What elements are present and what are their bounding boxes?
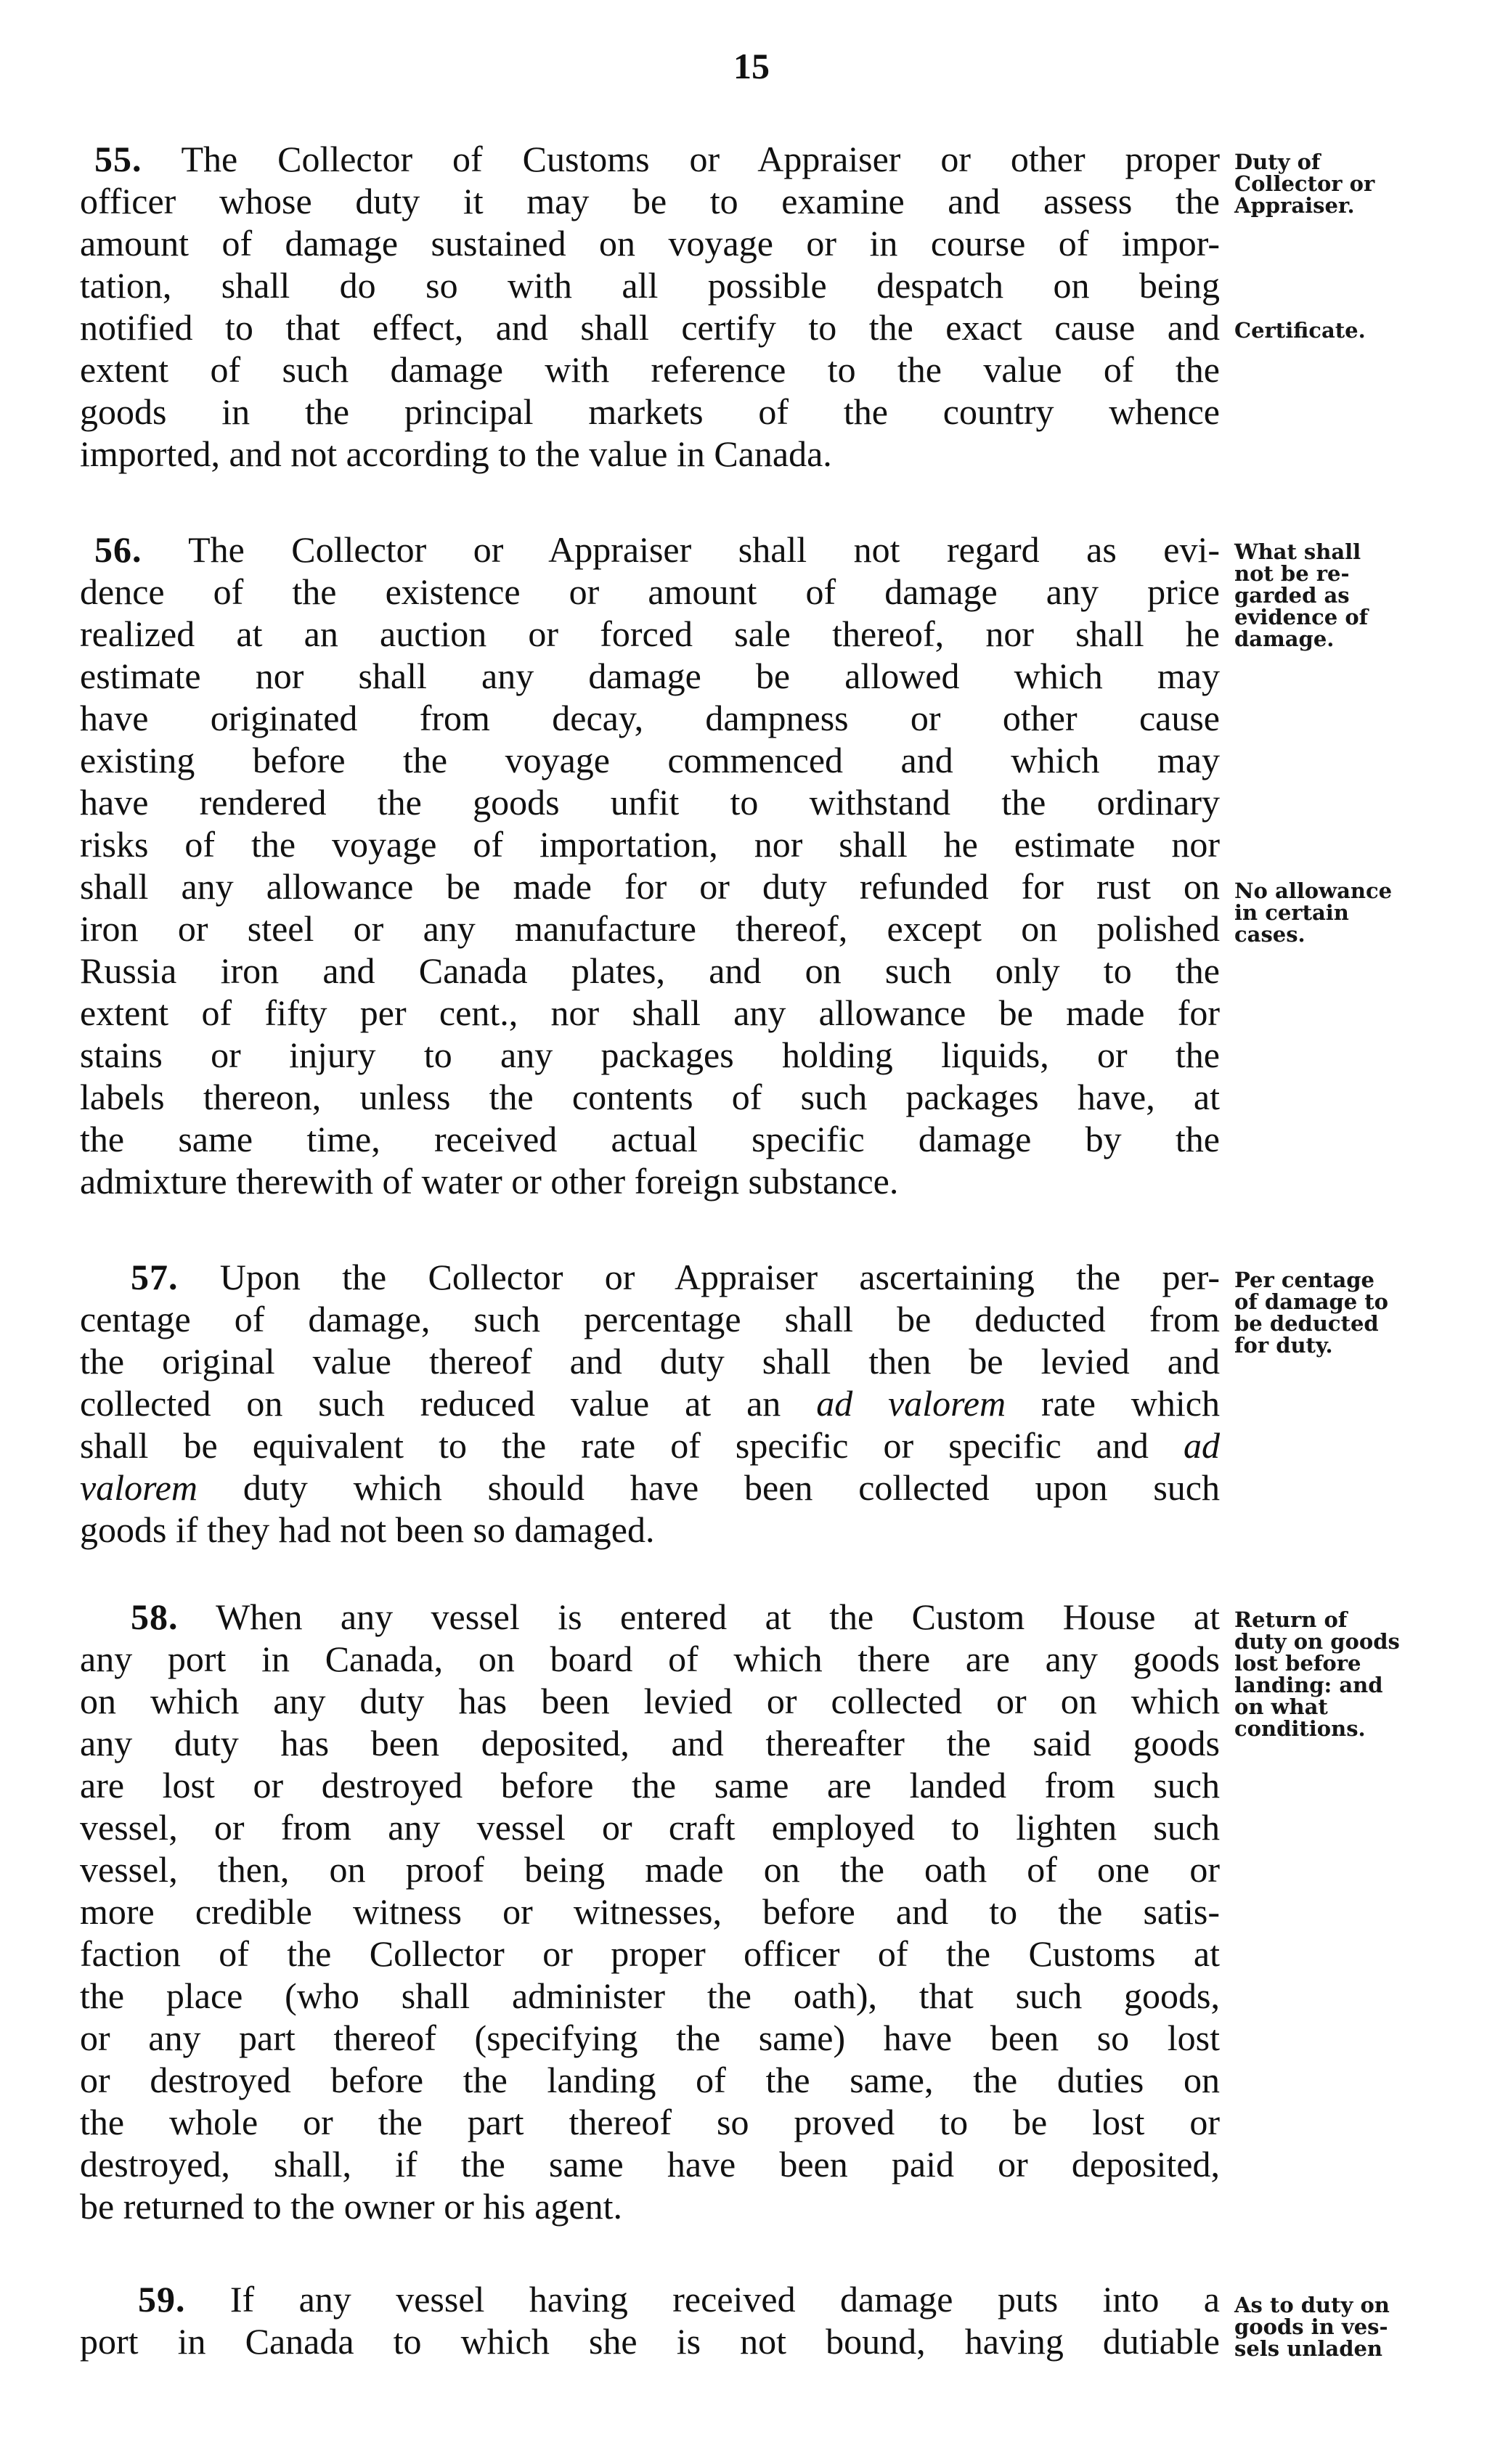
note-line: goods in ves- [1234,2314,1388,2339]
section-58-line-6: vessel, or from any vessel or craft employed to lighten such [80,1807,1220,1848]
section-58-line-12: or destroyed before the landing of the same, the duties on [80,2060,1220,2100]
margin-note-certificate [1234,319,1481,341]
section-56-line-12: extent of fifty per cent., nor shall any allowance be made for [80,992,1220,1033]
note-line: evidence of [1234,605,1369,629]
section-56-line-7: have rendered the goods unfit to withstand the ordinary [80,782,1220,823]
line-text: When any vessel is entered at the Custom House at [216,1596,1220,1637]
section-58-line-1 [80,1596,1220,1638]
italic-term: ad [1184,1425,1220,1466]
section-57-line-4 [80,1382,1220,1424]
section-56-line-3: realized at an auction or forced sale thereof, nor shall he [80,613,1220,654]
section-58-line-15: be returned to the owner or his agent. [80,2186,622,2227]
margin-note-return-of-duty [1234,1609,1481,1739]
section-number: 59. [138,2279,186,2320]
section-55-line-7: goods in the principal markets of the country whence [80,391,1220,432]
section-58-line-4: any duty has been deposited, and thereafter the said goods [80,1723,1220,1763]
note-line: landing: and [1234,1673,1383,1697]
section-56-line-11: Russia iron and Canada plates, and on such only to the [80,950,1220,991]
section-57-line-5 [80,1424,1220,1466]
section-number: 57. [131,1257,179,1297]
section-58-line-10: the place (who shall administer the oath), that such goods, [80,1975,1220,2016]
section-58-line-14: destroyed, shall, if the same have been paid or deposited, [80,2144,1220,2184]
section-55-line-6: extent of such damage with reference to the value of the [80,349,1220,390]
note-line: Duty of [1234,150,1321,174]
note-line: Return of [1234,1607,1348,1632]
section-56-line-13: stains or injury to any packages holding liquids, or the [80,1035,1220,1075]
note-line: conditions. [1234,1716,1366,1741]
line-text: Upon the Collector or Appraiser ascertaining the per- [219,1257,1220,1297]
section-56-line-15: the same time, received actual specific damage by the [80,1119,1220,1159]
note-line: Certificate. [1234,318,1366,343]
section-58-line-5: are lost or destroyed before the same are landed from such [80,1765,1220,1806]
margin-note-duty-of-collector [1234,151,1481,216]
line-text: The Collector of Customs or Appraiser or other proper [181,139,1220,179]
note-line: As to duty on [1234,2293,1390,2317]
note-line: What shall [1234,539,1361,564]
section-56-line-9: shall any allowance be made for or duty refunded for rust on [80,866,1220,907]
line-text: duty which should have been collected upon such [197,1467,1220,1508]
section-58-line-13: the whole or the part thereof so proved to be lost or [80,2102,1220,2142]
section-56-line-2: dence of the existence or amount of damage any price [80,571,1220,612]
section-57-line-6 [80,1466,1220,1509]
section-58-line-7: vessel, then, on proof being made on the oath of one or [80,1849,1220,1890]
note-line: Appraiser. [1234,193,1355,218]
section-58-line-2: any port in Canada, on board of which there are any goods [80,1639,1220,1679]
line-text: shall be equivalent to the rate of specific or specific and [80,1425,1184,1466]
note-line: be deducted [1234,1311,1379,1336]
note-line: of damage to [1234,1289,1389,1314]
margin-note-duty-on-goods-in-vessels [1234,2294,1481,2359]
note-line: in certain [1234,900,1349,925]
section-number: 55. [94,139,142,179]
section-number: 58. [131,1596,179,1637]
section-58-line-3: on which any duty has been levied or collected or on which [80,1681,1220,1721]
section-57-line-3: the original value thereof and duty shall then be levied and [80,1341,1220,1382]
section-55-line-4: tation, shall do so with all possible despatch on being [80,265,1220,306]
note-line: cases. [1234,922,1306,947]
section-56-line-4: estimate nor shall any damage be allowed which may [80,656,1220,696]
line-text: rate which [1006,1383,1220,1424]
section-56-line-16: admixture therewith of water or other foreign substance. [80,1161,899,1202]
note-line: for duty. [1234,1333,1333,1358]
section-58-line-9: faction of the Collector or proper officer of the Customs at [80,1933,1220,1974]
section-56-line-1 [80,529,1220,571]
note-line: garded as [1234,583,1350,608]
note-line: lost before [1234,1651,1361,1676]
line-text: If any vessel having received damage puts into a [229,2279,1221,2320]
section-55-line-1 [80,138,1220,180]
section-56-line-10: iron or steel or any manufacture thereof, except on polished [80,908,1220,949]
note-line: sels unladen [1234,2336,1383,2361]
line-text: collected on such reduced value at an [80,1383,817,1424]
section-57-line-7: goods if they had not been so damaged. [80,1509,655,1550]
section-56-line-6: existing before the voyage commenced and which may [80,740,1220,780]
section-57-line-2: centage of damage, such percentage shall be deducted from [80,1299,1220,1339]
note-line: duty on goods [1234,1629,1400,1654]
section-number: 56. [94,529,142,570]
note-line: Collector or [1234,171,1375,196]
margin-note-what-shall-not-be-regarded [1234,541,1481,650]
note-line: on what [1234,1694,1328,1719]
note-line: Per centage [1234,1268,1374,1292]
section-56-line-14: labels thereon, unless the contents of such packages have, at [80,1077,1220,1117]
italic-term: ad valorem [816,1383,1006,1424]
section-58-line-11: or any part thereof (specifying the same) have been so lost [80,2018,1220,2058]
section-59-line-1 [80,2278,1220,2320]
section-58-line-8: more credible witness or witnesses, before and to the satis- [80,1891,1220,1932]
section-55-line-5: notified to that effect, and shall certify to the exact cause and [80,307,1220,348]
note-line: No allowance [1234,878,1393,903]
section-55-line-8: imported, and not according to the value in Canada. [80,433,832,474]
section-55-line-2: officer whose duty it may be to examine and assess the [80,181,1220,221]
section-56-line-5: have originated from decay, dampness or other cause [80,698,1220,738]
section-56-line-8: risks of the voyage of importation, nor shall he estimate nor [80,824,1220,865]
section-57-line-1 [80,1256,1220,1298]
margin-note-no-allowance [1234,880,1481,945]
note-line: not be re- [1234,561,1350,586]
section-55-line-3: amount of damage sustained on voyage or in course of impor- [80,223,1220,264]
note-line: damage. [1234,627,1335,651]
page-number: 15 [733,46,770,86]
margin-note-per-centage [1234,1269,1481,1356]
section-59-line-2: port in Canada to which she is not bound, having dutiable [80,2321,1220,2362]
italic-term: valorem [80,1467,197,1508]
line-text: The Collector or Appraiser shall not regard as evi- [188,529,1220,570]
